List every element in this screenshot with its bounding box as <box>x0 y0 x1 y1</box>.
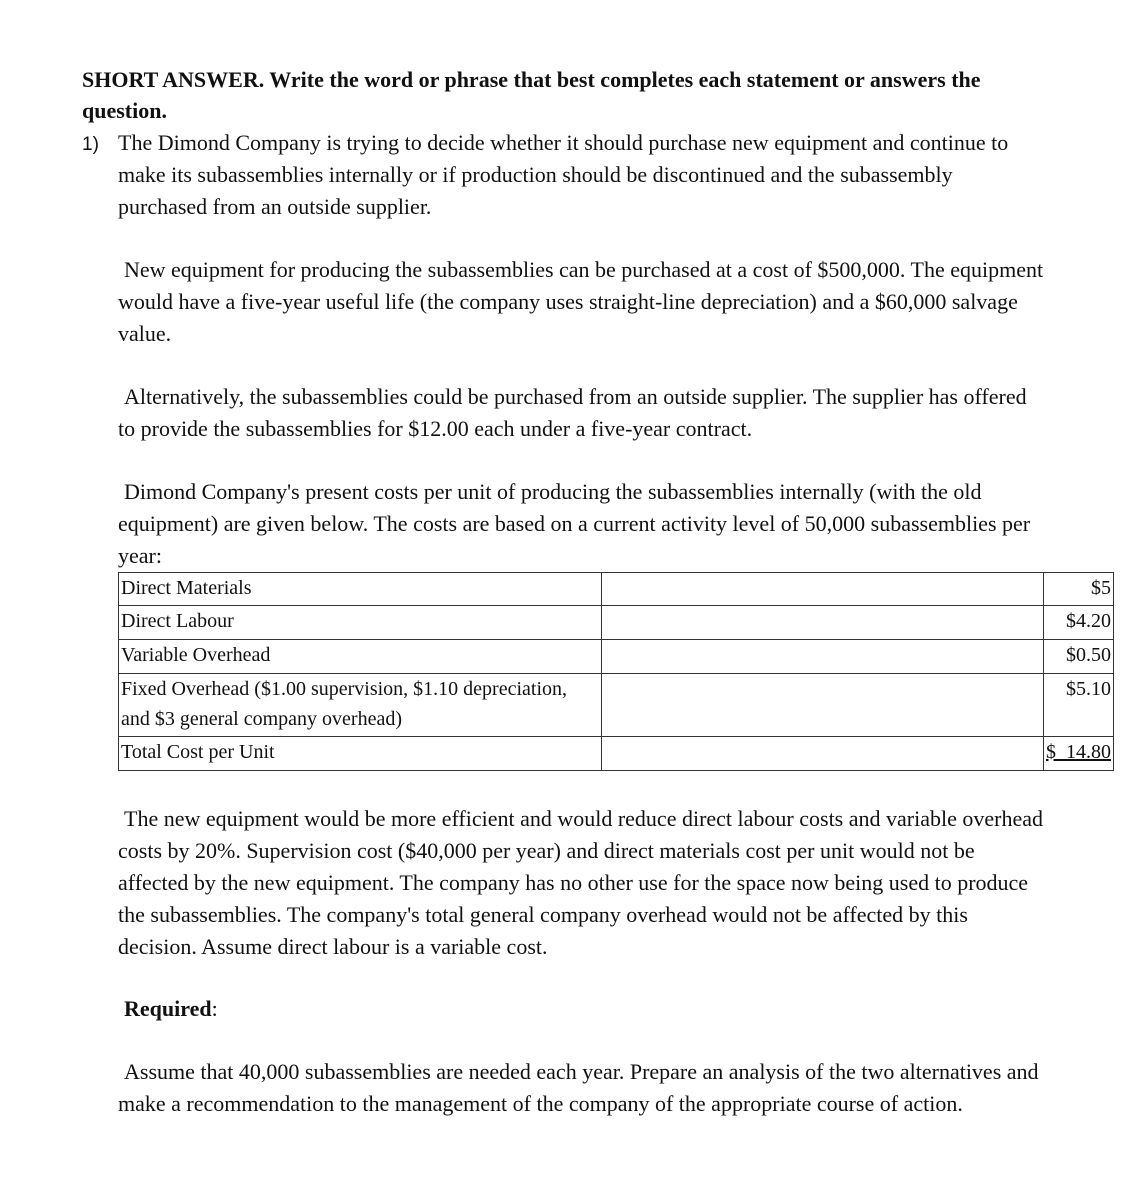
total-amount: 14.80 <box>1066 741 1111 763</box>
cost-amount: $4.20 <box>1044 606 1114 640</box>
table-row <box>119 606 1114 640</box>
section-instruction: SHORT ANSWER. Write the word or phrase that best completes each statement or answers the question. <box>82 67 981 123</box>
cost-label: Direct Labour <box>119 606 602 640</box>
cost-spacer-cell <box>602 737 1044 771</box>
total-amount-cell <box>1044 737 1114 771</box>
paragraph-required-task <box>118 1056 1048 1120</box>
total-label: Total Cost per Unit <box>119 737 602 771</box>
paragraph-new-equipment-text: New equipment for producing the subassemblies can be purchased at a cost of $500,000. The equipment would have a five-year useful life (the company uses straight-line depreciation) and a $60,000 salvage value. <box>118 257 1044 346</box>
total-currency: $ <box>1046 741 1056 763</box>
cost-spacer-cell <box>602 640 1044 674</box>
question-intro: The Dimond Company is trying to decide whether it should purchase new equipment and continue to make its subassemblies internally or if production should be discontinued and the subassembly purchased from an outside supplier. <box>118 130 1009 219</box>
cost-spacer-cell <box>602 606 1044 640</box>
table-row <box>119 640 1114 674</box>
cost-amount: $5.10 <box>1044 674 1114 737</box>
table-row <box>119 573 1114 606</box>
paragraph-new-equipment-effects <box>118 803 1048 963</box>
paragraph-effects-text: The new equipment would be more efficient and would reduce direct labour costs and variable overhead costs by 20%. Supervision cost ($40,000 per year) and direct materials cost per unit would not be affected by the new equipment. The company has no other use for the space now being used to produce the subassemblies. The company's total general company overhead would not be affected by this decision. Assume direct labour is a variable cost. <box>118 806 1043 959</box>
paragraph-new-equipment <box>118 254 1048 350</box>
paragraph-present-costs <box>118 476 1048 572</box>
paragraph-present-costs-text: Dimond Company's present costs per unit of producing the subassemblies internally (with the old equipment) are given below. The costs are based on a current activity level of 50,000 subassemblies per year: <box>118 479 1031 568</box>
cost-table <box>118 572 1114 771</box>
cost-spacer-cell <box>602 573 1044 606</box>
cost-amount: $0.50 <box>1044 640 1114 674</box>
paragraph-task-text: Assume that 40,000 subassemblies are needed each year. Prepare an analysis of the two alternatives and make a recommendation to the management of the company of the appropriate course of action. <box>118 1059 1039 1116</box>
paragraph-outside-supplier <box>118 381 1048 445</box>
cost-label: Direct Materials <box>119 573 602 606</box>
required-colon: : <box>211 996 218 1021</box>
required-label: Required <box>124 996 212 1021</box>
cost-label: Variable Overhead <box>119 640 602 674</box>
cost-label: Fixed Overhead ($1.00 supervision, $1.10 depreciation, and $3 general company overhead) <box>119 674 602 737</box>
table-row <box>119 674 1114 737</box>
required-heading <box>124 993 218 1025</box>
table-row-total <box>119 737 1114 771</box>
cost-amount: $5 <box>1044 573 1114 606</box>
cost-spacer-cell <box>602 674 1044 737</box>
question-number: 1) <box>82 134 99 155</box>
paragraph-outside-supplier-text: Alternatively, the subassemblies could be purchased from an outside supplier. The supplier has offered to provide the subassemblies for $12.00 each under a five-year contract. <box>118 384 1027 441</box>
